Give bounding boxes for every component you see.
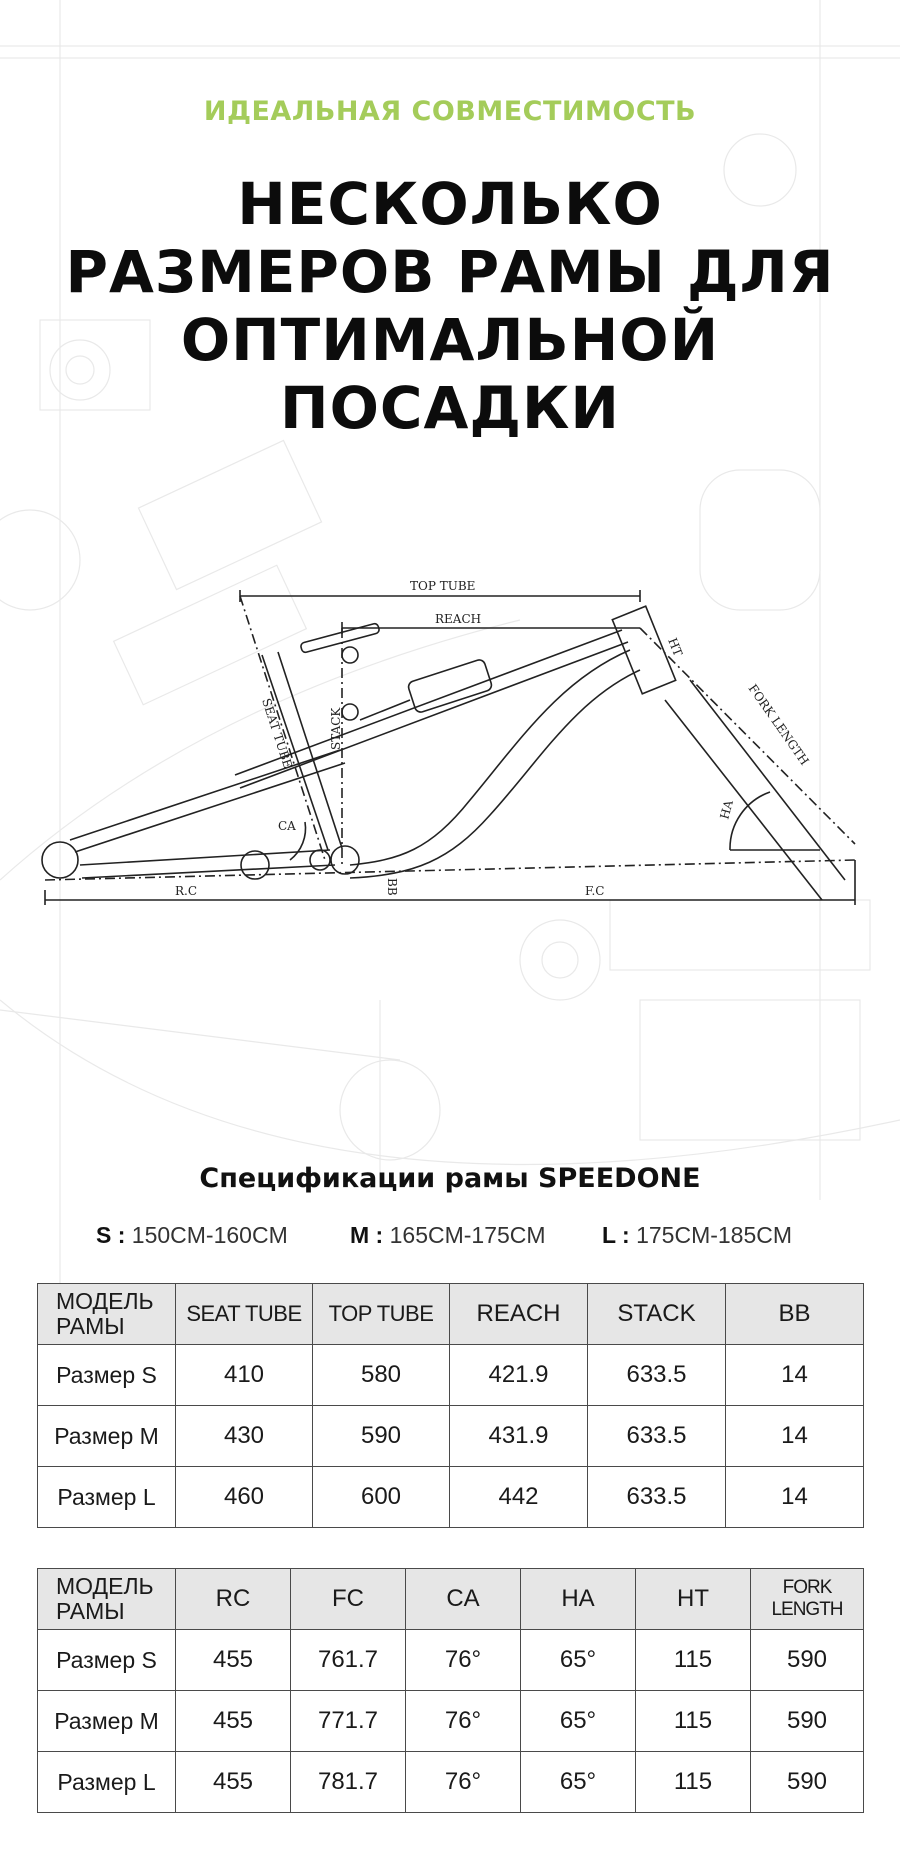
- model-header: [38, 1569, 176, 1630]
- column-header: BB: [726, 1284, 864, 1345]
- table-row: [38, 1752, 864, 1813]
- column-header: SEAT TUBE: [176, 1284, 313, 1345]
- table-header-row: [38, 1284, 864, 1345]
- geometry-table-2: [37, 1568, 864, 1813]
- table-row: [38, 1691, 864, 1752]
- model-header-line-1: МОДЕЛЬ: [56, 1573, 154, 1599]
- table-row: [38, 1467, 864, 1528]
- headline-line-2: РАЗМЕРОВ РАМЫ ДЛЯ: [65, 238, 835, 306]
- size-m: [350, 1222, 546, 1249]
- headline-line-4: ПОСАДКИ: [280, 374, 620, 442]
- size-l: [602, 1222, 792, 1249]
- table-header-row: [38, 1569, 864, 1630]
- column-header: REACH: [450, 1284, 588, 1345]
- table-cell: 580: [313, 1345, 450, 1406]
- row-label: Размер L: [38, 1467, 176, 1528]
- column-header: RC: [176, 1569, 291, 1630]
- row-label: Размер S: [38, 1630, 176, 1691]
- table-cell: 14: [726, 1467, 864, 1528]
- page-headline: [40, 170, 860, 442]
- table-cell: 65°: [521, 1752, 636, 1813]
- size-s-range: 150CM-160CM: [131, 1222, 288, 1248]
- table-cell: 115: [636, 1630, 751, 1691]
- label-reach: REACH: [435, 612, 482, 626]
- label-ht: HT: [665, 635, 686, 659]
- table-row: [38, 1406, 864, 1467]
- table-cell: 76°: [406, 1752, 521, 1813]
- table-cell: 590: [751, 1630, 864, 1691]
- frame-geometry-diagram: [0, 560, 900, 1080]
- label-top-tube: TOP TUBE: [410, 579, 476, 593]
- table-cell: 455: [176, 1630, 291, 1691]
- row-label: Размер M: [38, 1406, 176, 1467]
- model-header: [38, 1284, 176, 1345]
- column-header: STACK: [588, 1284, 726, 1345]
- table-cell: 430: [176, 1406, 313, 1467]
- table-cell: 410: [176, 1345, 313, 1406]
- column-header: HT: [636, 1569, 751, 1630]
- table-cell: 65°: [521, 1630, 636, 1691]
- table-cell: 431.9: [450, 1406, 588, 1467]
- table-cell: 115: [636, 1691, 751, 1752]
- table-row: [38, 1630, 864, 1691]
- size-s: [96, 1222, 288, 1249]
- model-header-line-2: РАМЫ: [56, 1598, 125, 1624]
- table-cell: 781.7: [291, 1752, 406, 1813]
- table-cell: 761.7: [291, 1630, 406, 1691]
- row-label: Размер S: [38, 1345, 176, 1406]
- table-cell: 421.9: [450, 1345, 588, 1406]
- label-rc: R.C: [175, 884, 198, 898]
- geometry-table-1: [37, 1283, 864, 1528]
- table-cell: 76°: [406, 1691, 521, 1752]
- table-cell: 590: [751, 1752, 864, 1813]
- column-header: FC: [291, 1569, 406, 1630]
- table-cell: 600: [313, 1467, 450, 1528]
- section-kicker: ИДЕАЛЬНАЯ СОВМЕСТИМОСТЬ: [203, 96, 697, 127]
- size-l-label: L :: [602, 1222, 630, 1248]
- table-cell: 14: [726, 1345, 864, 1406]
- column-header: TOP TUBE: [313, 1284, 450, 1345]
- table-cell: 14: [726, 1406, 864, 1467]
- label-fork-length: FORK LENGTH: [745, 681, 812, 768]
- headline-line-1: НЕСКОЛЬКО: [237, 170, 663, 238]
- size-m-label: M :: [350, 1222, 384, 1248]
- table-cell: 455: [176, 1752, 291, 1813]
- table-cell: 633.5: [588, 1467, 726, 1528]
- table-cell: 442: [450, 1467, 588, 1528]
- headline-line-3: ОПТИМАЛЬНОЙ: [180, 306, 720, 374]
- table-cell: 455: [176, 1691, 291, 1752]
- label-ca: CA: [278, 819, 296, 833]
- column-header: HA: [521, 1569, 636, 1630]
- label-ha: HA: [717, 798, 736, 821]
- column-header: CA: [406, 1569, 521, 1630]
- row-label: Размер L: [38, 1752, 176, 1813]
- size-ranges: [0, 1222, 900, 1256]
- size-s-label: S :: [96, 1222, 126, 1248]
- label-seat-tube: SEAT TUBE: [259, 696, 295, 770]
- model-header-line-2: РАМЫ: [56, 1313, 125, 1339]
- table-cell: 590: [751, 1691, 864, 1752]
- label-bb: BB: [385, 878, 399, 896]
- size-l-range: 175CM-185CM: [636, 1222, 793, 1248]
- row-label: Размер M: [38, 1691, 176, 1752]
- table-cell: 633.5: [588, 1345, 726, 1406]
- table-cell: 76°: [406, 1630, 521, 1691]
- table-cell: 633.5: [588, 1406, 726, 1467]
- table-cell: 65°: [521, 1691, 636, 1752]
- table-row: [38, 1345, 864, 1406]
- specs-title: Спецификации рамы SPEEDONE: [199, 1163, 701, 1194]
- label-stack: STACK: [329, 707, 343, 750]
- table-cell: 590: [313, 1406, 450, 1467]
- table-cell: 115: [636, 1752, 751, 1813]
- table-cell: 771.7: [291, 1691, 406, 1752]
- column-header: FORK LENGTH: [751, 1569, 864, 1630]
- model-header-line-1: МОДЕЛЬ: [56, 1288, 154, 1314]
- size-m-range: 165CM-175CM: [389, 1222, 546, 1248]
- label-fc: F.C: [585, 884, 605, 898]
- table-cell: 460: [176, 1467, 313, 1528]
